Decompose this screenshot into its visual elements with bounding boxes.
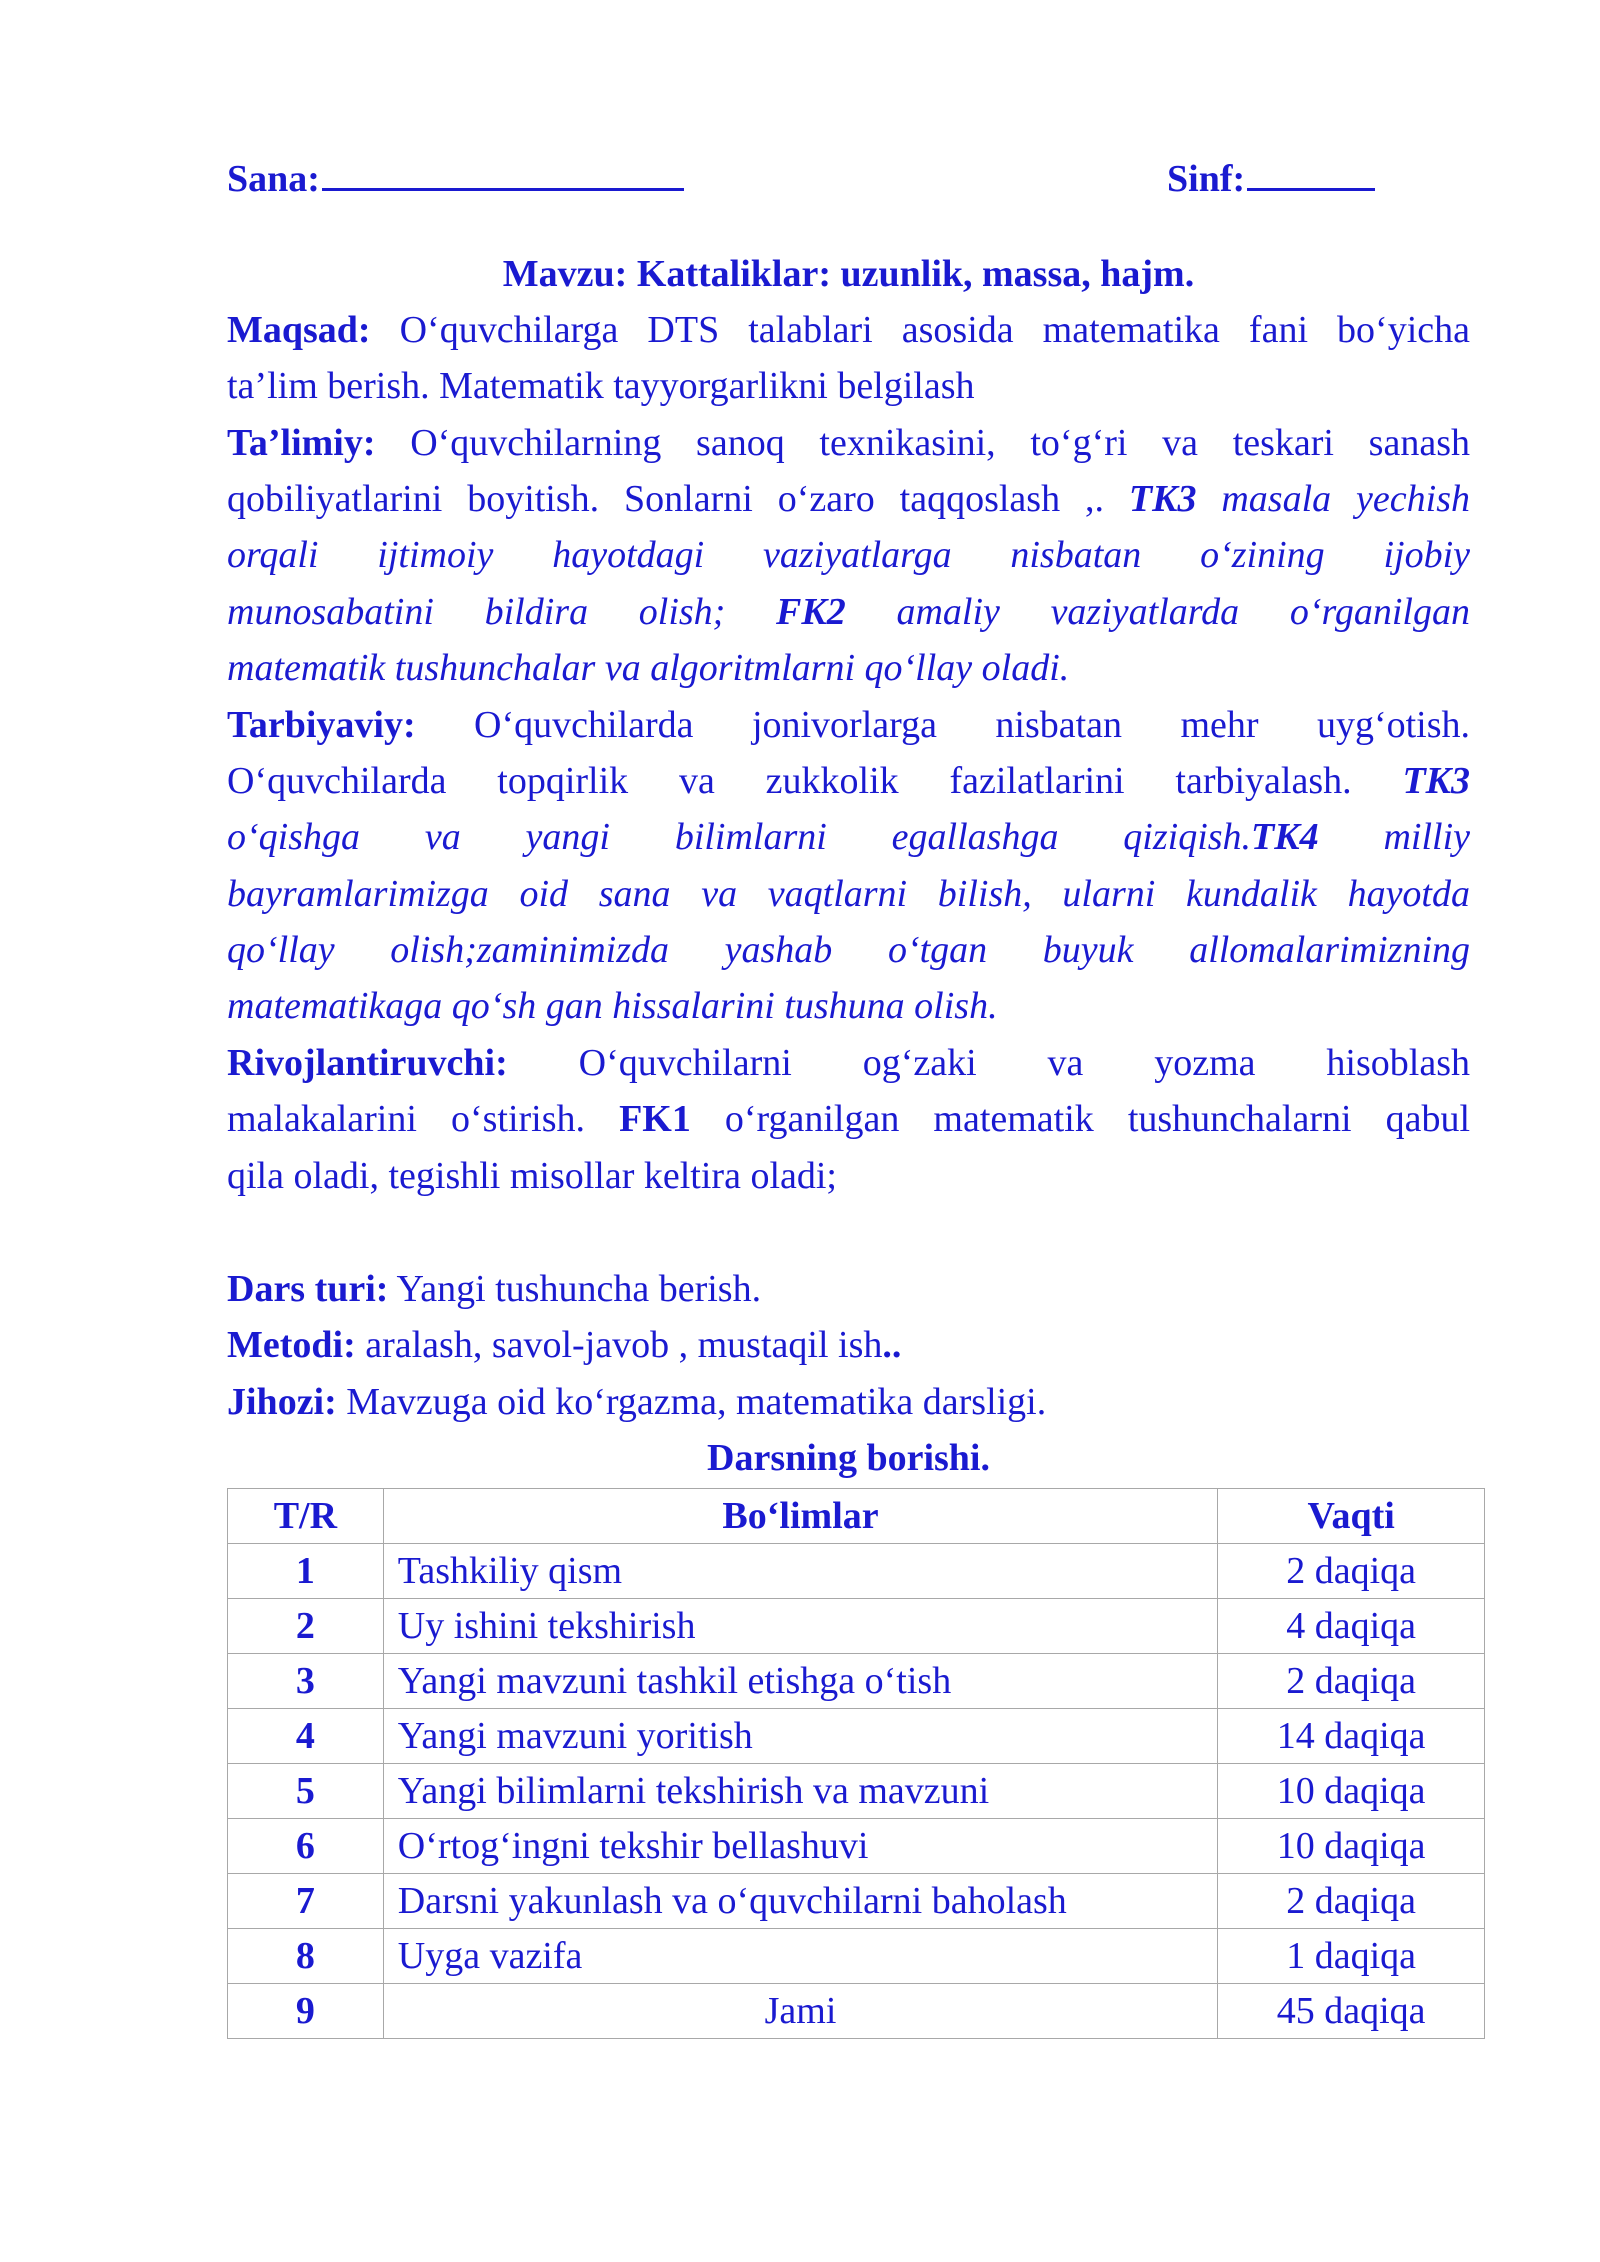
talimiy-line-3: orqali ijtimoiy hayotdagi vaziyatlarga nisbatan o‘zining ijobiy	[227, 534, 1470, 576]
table-row: 6 O‘rtog‘ingni tekshir bellashuvi 10 daqiqa	[228, 1819, 1485, 1874]
rivojlantiruvchi-line-1: Rivojlantiruvchi: O‘quvchilarni og‘zaki va yozma hisoblash	[227, 1042, 1470, 1084]
code-tk3-b: TK3	[1402, 760, 1470, 802]
tarbiyaviy-line-2: O‘quvchilarda topqirlik va zukkolik fazilatlarini tarbiyalash. TK3	[227, 760, 1470, 802]
talimiy-line-1: Ta’limiy: O‘quvchilarning sanoq texnikasini, to‘g‘ri va teskari sanash	[227, 422, 1470, 464]
code-fk1: FK1	[619, 1098, 691, 1140]
header-tr: T/R	[228, 1489, 384, 1544]
header-sections: Bo‘limlar	[383, 1489, 1218, 1544]
talimiy-line-2: qobiliyatlarini boyitish. Sonlarni o‘zaro taqqoslash ,. TK3 masala yechish	[227, 478, 1470, 520]
sana-blank	[322, 152, 684, 191]
code-fk2: FK2	[776, 591, 846, 633]
maqsad-line-1: Maqsad: O‘quvchilarga DTS talablari asosida matematika fani bo‘yicha	[227, 309, 1470, 351]
code-tk3: TK3	[1128, 478, 1197, 520]
header-time: Vaqti	[1218, 1489, 1485, 1544]
tarbiyaviy-line-4: bayramlarimizga oid sana va vaqtlarni bilish, ularni kundalik hayotda	[227, 873, 1470, 915]
dars-turi: Dars turi: Yangi tushuncha berish.	[227, 1268, 762, 1310]
table-row: 8 Uyga vazifa 1 daqiqa	[228, 1929, 1485, 1984]
table-row: 1 Tashkiliy qism 2 daqiqa	[228, 1544, 1485, 1599]
maqsad-label: Maqsad:	[227, 309, 371, 351]
talimiy-line-4: munosabatini bildira olish; FK2 amaliy vaziyatlarda o‘rganilgan	[227, 591, 1470, 633]
talimiy-line-5: matematik tushunchalar va algoritmlarni qo‘llay oladi.	[227, 647, 1070, 689]
tarbiyaviy-label: Tarbiyaviy:	[227, 704, 416, 746]
sana-label: Sana:	[227, 158, 320, 200]
table-row: 7 Darsni yakunlash va o‘quvchilarni baholash 2 daqiqa	[228, 1874, 1485, 1929]
sinf-label: Sinf:	[1167, 158, 1246, 200]
table-row: 4 Yangi mavzuni yoritish 14 daqiqa	[228, 1709, 1485, 1764]
tarbiyaviy-line-1: Tarbiyaviy: O‘quvchilarda jonivorlarga nisbatan mehr uyg‘otish.	[227, 704, 1470, 746]
code-tk4: TK4	[1251, 816, 1319, 858]
date-class-header	[227, 152, 1470, 203]
table-row: 5 Yangi bilimlarni tekshirish va mavzuni 10 daqiqa	[228, 1764, 1485, 1819]
maqsad-line-2: ta’lim berish. Matematik tayyorgarlikni belgilash	[227, 365, 975, 407]
rivojlantiruvchi-label: Rivojlantiruvchi:	[227, 1042, 508, 1084]
table-header-row	[228, 1489, 1485, 1544]
topic-title: Mavzu: Kattaliklar: uzunlik, massa, hajm.	[502, 253, 1195, 295]
jihozi: Jihozi: Mavzuga oid ko‘rgazma, matematika darsligi.	[227, 1381, 1047, 1423]
sinf-block	[1167, 152, 1375, 203]
table-row: 2 Uy ishini tekshirish 4 daqiqa	[228, 1599, 1485, 1654]
tarbiyaviy-line-3: o‘qishga va yangi bilimlarni egallashga qiziqish.TK4 milliy	[227, 816, 1470, 858]
talimiy-label: Ta’limiy:	[227, 422, 376, 464]
tarbiyaviy-line-5: qo‘llay olish;zaminimizda yashab o‘tgan buyuk allomalarimizning	[227, 929, 1470, 971]
sinf-blank	[1247, 152, 1375, 191]
tarbiyaviy-line-6: matematikaga qo‘sh gan hissalarini tushuna olish.	[227, 985, 998, 1027]
table-row-total: 9 Jami 45 daqiqa	[228, 1984, 1485, 2039]
rivojlantiruvchi-line-3: qila oladi, tegishli misollar keltira oladi;	[227, 1155, 837, 1197]
metodi: Metodi: aralash, savol-javob , mustaqil ish..	[227, 1324, 902, 1366]
rivojlantiruvchi-line-2: malakalarini o‘stirish. FK1 o‘rganilgan matematik tushunchalarni qabul	[227, 1098, 1471, 1140]
lesson-plan-table	[227, 1488, 1485, 2039]
table-row: 3 Yangi mavzuni tashkil etishga o‘tish 2 daqiqa	[228, 1654, 1485, 1709]
plan-title: Darsning borishi.	[707, 1437, 990, 1479]
